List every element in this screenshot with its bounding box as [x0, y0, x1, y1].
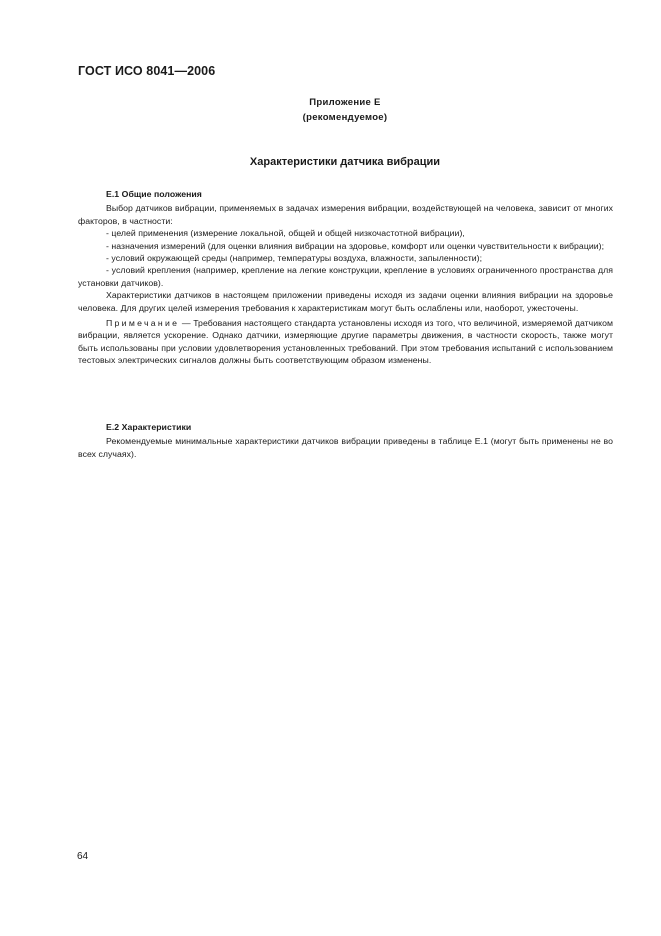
annex-subtitle: (рекомендуемое): [302, 112, 388, 123]
note-text: — Требования настоящего стандарта установлены исходя из того, что величиной, измеряемой датчиком вибрации, является ускорение. Однако датчики, измеряющие другие параметры движения, в частности скорость, также могут быть использованы при условии удовлетворения установленных требований. При этом требования испытаний с использованием тестовых электрических сигналов должны быть соответствующим образом изменены.: [78, 318, 613, 366]
list-item: - условий окружающей среды (например, температуры воздуха, влажности, запыленности);: [106, 253, 483, 264]
list-item: - условий крепления (например, крепление на легкие конструкции, крепление в условиях ограниченного пространства для установки датчиков).: [78, 265, 613, 288]
section-e1-heading: Е.1 Общие положения: [106, 189, 202, 199]
annex-heading: [0, 95, 661, 125]
document-title: Характеристики датчика вибрации: [249, 156, 441, 168]
section-e1-paragraph-1: Выбор датчиков вибрации, применяемых в задачах измерения вибрации, воздействующей на человека, зависит от многих факторов, в частности:: [78, 203, 613, 226]
note-label: Примечание: [106, 318, 180, 329]
annex-title: Приложение Е: [309, 97, 381, 108]
note: [78, 317, 613, 367]
section-e2-heading: Е.2 Характеристики: [106, 422, 192, 432]
list-item: - целей применения (измерение локальной, общей и общей низкочастотной вибрации),: [106, 228, 465, 239]
section-e1: [78, 188, 613, 367]
section-e2: [78, 421, 613, 460]
standard-header: ГОСТ ИСО 8041—2006: [78, 64, 216, 78]
section-e1-paragraph-2: Характеристики датчиков в настоящем приложении приведены исходя из задачи оценки влияния вибрации на здоровье человека. Для других целей измерения требования к характеристикам могут быть ослаблены или, наоборот, ужесточены.: [78, 290, 613, 313]
list-item: - назначения измерений (для оценки влияния вибрации на здоровье, комфорт или оценки чувствительности к вибрации);: [106, 240, 605, 251]
page-number: 64: [77, 851, 89, 862]
section-e2-paragraph-1: Рекомендуемые минимальные характеристики датчиков вибрации приведены в таблице Е.1 (могут быть применены не во всех случаях).: [78, 436, 613, 459]
